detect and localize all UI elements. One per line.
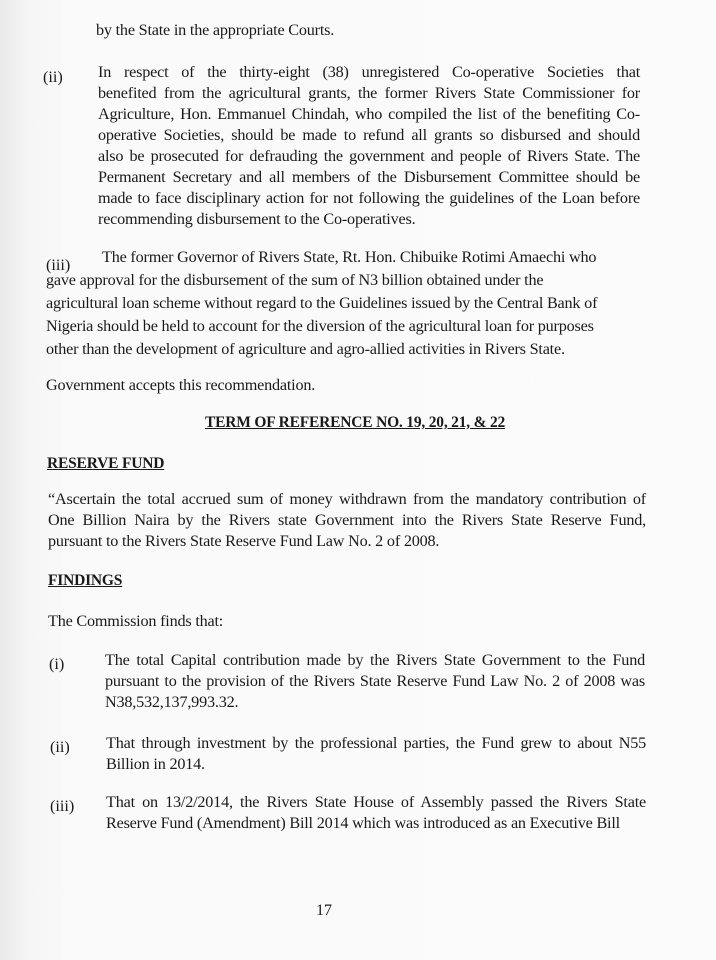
- rec-ii-line: Permanent Secretary and all members of the Disbursement Committee should be: [98, 168, 640, 186]
- term-text-line: pursuant to the Rivers State Reserve Fund Law No. 2 of 2008.: [48, 532, 440, 550]
- rec-iii-first-line: The former Governor of Rivers State, Rt. Hon. Chibuike Rotimi Amaechi who: [102, 248, 597, 266]
- rec-ii-line: In respect of the thirty-eight (38) unregistered Co-operative Societies that: [98, 63, 640, 81]
- rec-ii-line: operative Societies, should be made to refund all grants so disbursed and should: [98, 126, 640, 144]
- finding-line: Reserve Fund (Amendment) Bill 2014 which was introduced as an Executive Bill: [106, 814, 620, 832]
- term-text-line: “Ascertain the total accrued sum of money withdrawn from the mandatory contribution of: [48, 490, 646, 508]
- rec-ii-line: recommending disbursement to the Co-operatives.: [98, 210, 416, 228]
- government-response: Government accepts this recommendation.: [46, 376, 316, 394]
- finding-line: Billion in 2014.: [106, 755, 205, 773]
- rec-ii-line: also be prosecuted for defrauding the government and people of Rivers State. The: [98, 147, 640, 165]
- finding-line: That through investment by the professional parties, the Fund grew to about N55: [106, 734, 646, 752]
- rec-ii-line: Agriculture, Hon. Emmanuel Chindah, who compiled the list of the benefiting Co-: [98, 105, 640, 123]
- continuation-text: by the State in the appropriate Courts.: [96, 21, 335, 39]
- rec-iii-line: gave approval for the disbursement of the sum of N3 billion obtained under the: [46, 271, 544, 289]
- finding-line: That on 13/2/2014, the Rivers State House of Assembly passed the Rivers State: [106, 793, 646, 811]
- findings-intro: The Commission finds that:: [48, 612, 224, 630]
- finding-i-marker: (i): [49, 655, 65, 673]
- finding-iii-marker: (iii): [50, 797, 75, 815]
- finding-line: The total Capital contribution made by the Rivers State Government to the Fund: [105, 651, 645, 669]
- rec-ii-line: made to face disciplinary action for not following the guidelines of the Loan before: [98, 189, 640, 207]
- rec-iii-line: other than the development of agriculture and agro-allied activities in Rivers State.: [46, 340, 565, 358]
- term-text-line: One Billion Naira by the Rivers state Government into the Rivers State Reserve Fund,: [48, 511, 646, 529]
- finding-line: N38,532,137,993.32.: [105, 693, 239, 711]
- reserve-fund-heading: RESERVE FUND: [47, 455, 165, 472]
- finding-line: pursuant to the provision of the Rivers State Reserve Fund Law No. 2 of 2008 was: [105, 672, 645, 690]
- page-number: 17: [316, 902, 332, 919]
- findings-heading: FINDINGS: [48, 572, 123, 589]
- rec-iii-marker: (iii): [46, 256, 71, 274]
- finding-ii-marker: (ii): [50, 738, 70, 756]
- rec-ii-marker: (ii): [43, 68, 63, 86]
- rec-iii-line: agricultural loan scheme without regard to the Guidelines issued by the Central Bank of: [46, 294, 598, 312]
- rec-ii-line: benefited from the agricultural grants, the former Rivers State Commissioner for: [98, 84, 640, 102]
- rec-iii-line: Nigeria should be held to account for the diversion of the agricultural loan for purposes: [46, 317, 594, 335]
- term-of-reference-heading: TERM OF REFERENCE NO. 19, 20, 21, & 22: [205, 414, 506, 431]
